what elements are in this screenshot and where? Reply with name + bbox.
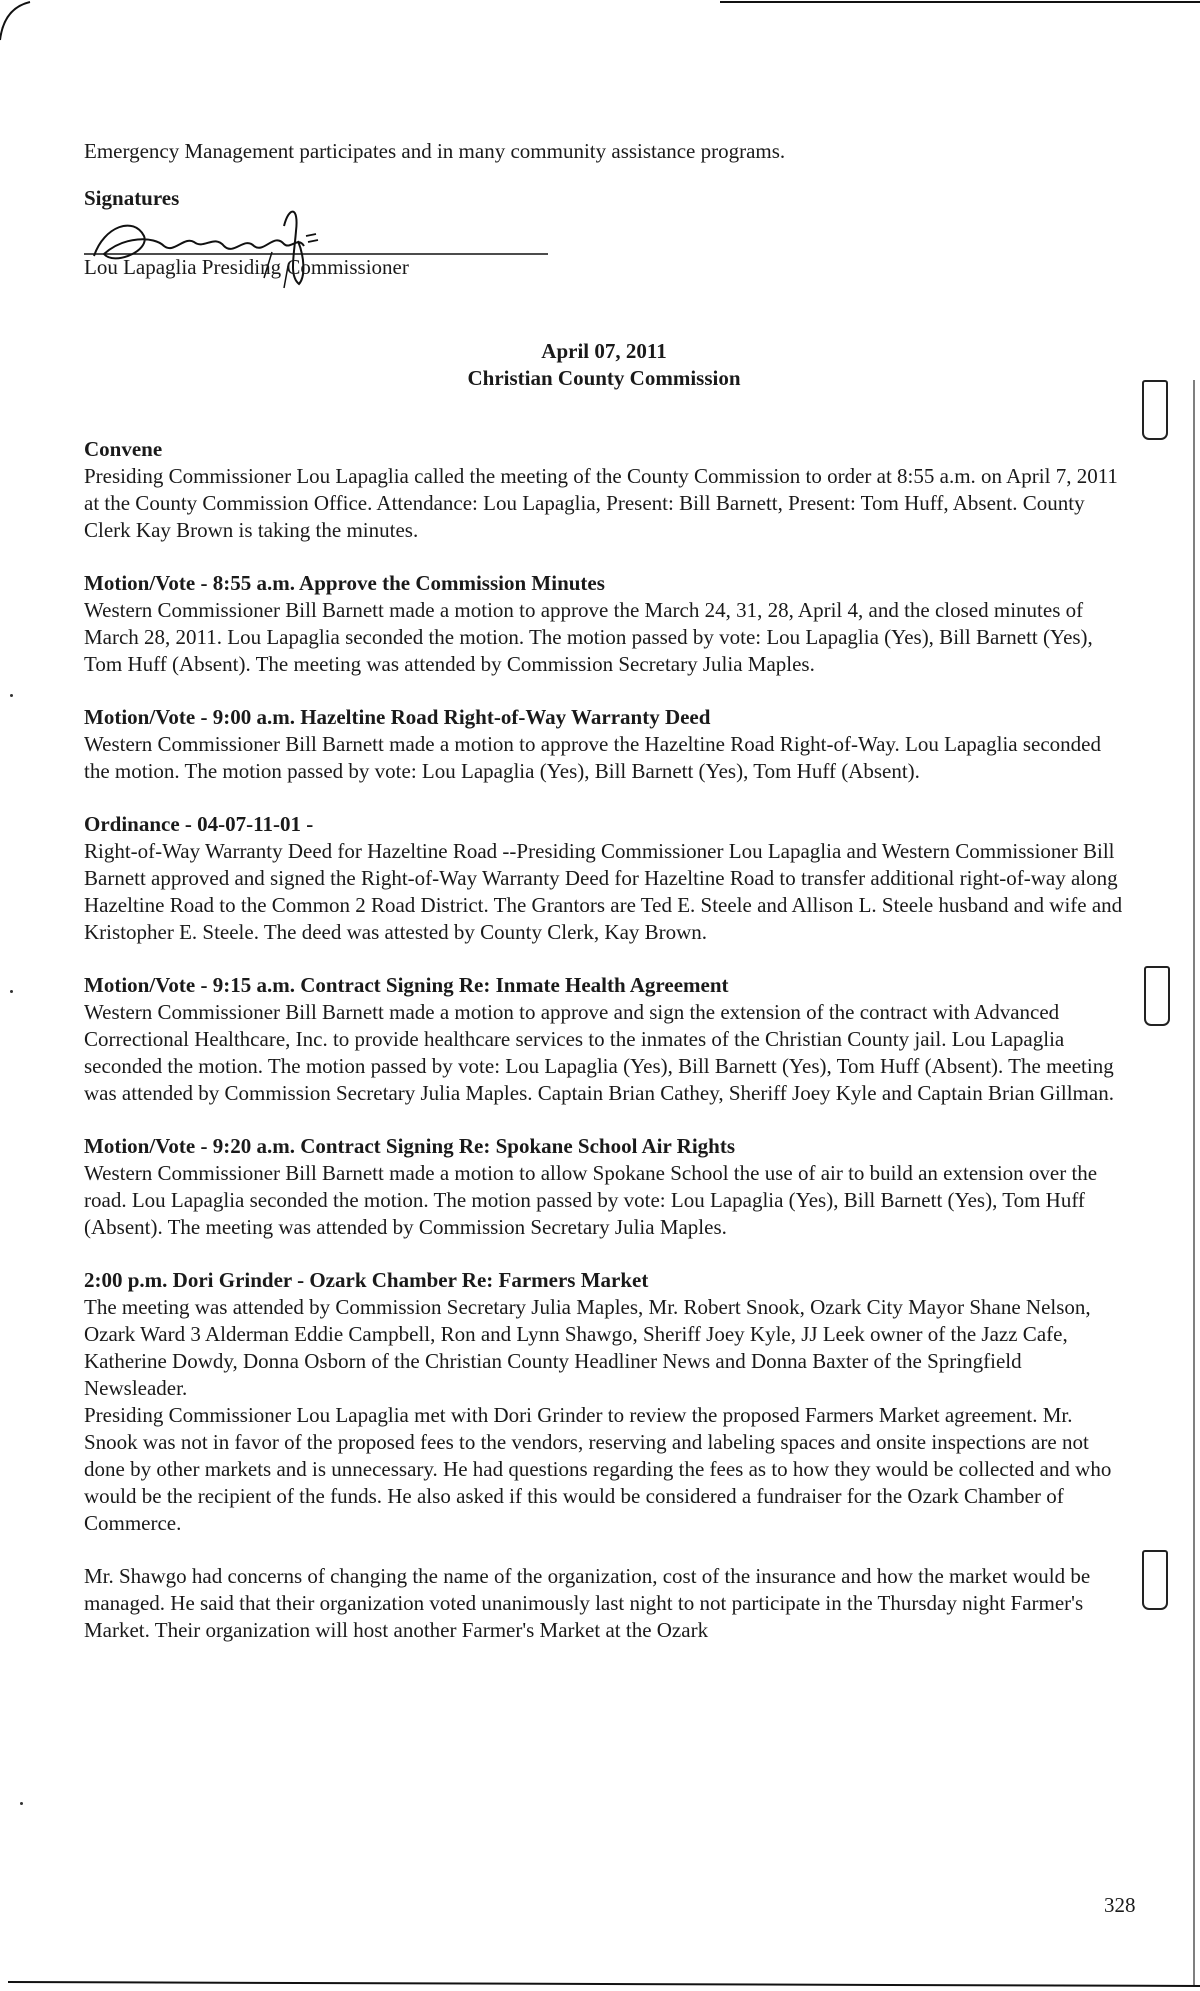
minutes-section [84,972,1124,1107]
section-paragraph: Western Commissioner Bill Barnett made a motion to approve and sign the extension of the contract with Advanced Correctional Healthcare, Inc. to provide healthcare services to the inmates of the Christian County jail. Lou Lapaglia seconded the motion. The motion passed by vote: Lou Lapaglia (Yes), Bill Barnett (Yes), Tom Huff (Absent). The meeting was attended by Commission Secretary Julia Maples. Captain Brian Cathey, Sheriff Joey Kyle and Captain Brian Gillman. [84,1000,1114,1105]
scan-speck [10,694,13,697]
document-header [84,338,1124,392]
minutes-section [84,436,1124,544]
section-paragraph: Presiding Commissioner Lou Lapaglia met with Dori Grinder to review the proposed Farmers Market agreement. Mr. Snook was not in favor of the proposed fees to the vendors, reserving and labeling spaces and onsite inspections are not done by other markets and is unnecessary. He had questions regarding the fees as to how they would be collected and who would be the recipient of the funds. He also asked if this would be considered a fundraiser for the Ozark Chamber of Commerce. [84,1403,1112,1535]
margin-bracket-mark [1142,1550,1168,1610]
section-paragraph: Mr. Shawgo had concerns of changing the name of the organization, cost of the insurance and how the market would be managed. He said that their organization voted unanimously last night to not participate in the Thursday night Farmer's Market. Their organization will host another Farmer's Market at the Ozark [84,1564,1091,1642]
section-title: Ordinance - 04-07-11-01 - [84,812,314,836]
section-title: 2:00 p.m. Dori Grinder - Ozark Chamber Re: Farmers Market [84,1268,649,1292]
section-title: Motion/Vote - 9:00 a.m. Hazeltine Road Right-of-Way Warranty Deed [84,705,711,729]
section-paragraph: Western Commissioner Bill Barnett made a motion to allow Spokane School the use of air to build an extension over the road. Lou Lapaglia seconded the motion. The motion passed by vote: Lou Lapaglia (Yes), Bill Barnett (Yes), Tom Huff (Absent). The meeting was attended by Commission Secretary Julia Maples. [84,1161,1098,1239]
signatures-block [84,185,1124,296]
section-title: Convene [84,437,163,461]
signatures-heading: Signatures [84,186,180,210]
margin-bracket-mark [1144,966,1170,1026]
scan-speck [10,990,13,993]
minutes-section [84,704,1124,785]
document-body [84,138,1124,1670]
minutes-section [84,1133,1124,1241]
section-title: Motion/Vote - 9:15 a.m. Contract Signing Re: Inmate Health Agreement [84,973,729,997]
commission-name: Christian County Commission [467,366,741,390]
signer-caption: Lou Lapaglia Presiding Commissioner [84,255,409,279]
meeting-date: April 07, 2011 [541,339,667,363]
minutes-section [84,570,1124,678]
section-paragraph: Right-of-Way Warranty Deed for Hazeltine Road --Presiding Commissioner Lou Lapaglia and Western Commissioner Bill Barnett approved and signed the Right-of-Way Warranty Deed for Hazeltine Road to transfer additional right-of-way along Hazeltine Road to the Common 2 Road District. The Grantors are Ted E. Steele and Allison L. Steele husband and wife and Kristopher E. Steele. The deed was attested by County Clerk, Kay Brown. [84,839,1123,944]
section-paragraph: Western Commissioner Bill Barnett made a motion to approve the Hazeltine Road Right-of-Way. Lou Lapaglia seconded the motion. The motion passed by vote: Lou Lapaglia (Yes), Bill Barnett (Yes), Tom Huff (Absent). [84,732,1101,783]
page-number: 328 [1104,1893,1136,1917]
section-paragraph: Western Commissioner Bill Barnett made a motion to approve the March 24, 31, 28, April 4, and the closed minutes of March 28, 2011. Lou Lapaglia seconded the motion. The motion passed by vote: Lou Lapaglia (Yes), Bill Barnett (Yes), Tom Huff (Absent). The meeting was attended by Commission Secretary Julia Maples. [84,598,1093,676]
minutes-sections [84,436,1124,1644]
scan-speck [20,1802,23,1805]
section-title: Motion/Vote - 9:20 a.m. Contract Signing Re: Spokane School Air Rights [84,1134,736,1158]
margin-bracket-mark [1142,380,1168,440]
section-title: Motion/Vote - 8:55 a.m. Approve the Commission Minutes [84,571,605,595]
section-paragraph: The meeting was attended by Commission Secretary Julia Maples, Mr. Robert Snook, Ozark City Mayor Shane Nelson, Ozark Ward 3 Alderman Eddie Campbell, Ron and Lynn Shawgo, Sheriff Joey Kyle, JJ Leek owner of the Jazz Cafe, Katherine Dowdy, Donna Osborn of the Christian County Headliner News and Donna Baxter of the Springfield Newsleader. [84,1295,1091,1400]
signature-area [84,216,564,296]
section-paragraph: Presiding Commissioner Lou Lapaglia called the meeting of the County Commission to order at 8:55 a.m. on April 7, 2011 at the County Commission Office. Attendance: Lou Lapaglia, Present: Bill Barnett, Present: Tom Huff, Absent. County Clerk Kay Brown is taking the minutes. [84,464,1118,542]
minutes-section [84,1267,1124,1644]
intro-line: Emergency Management participates and in many community assistance programs. [84,139,786,163]
minutes-section [84,811,1124,946]
